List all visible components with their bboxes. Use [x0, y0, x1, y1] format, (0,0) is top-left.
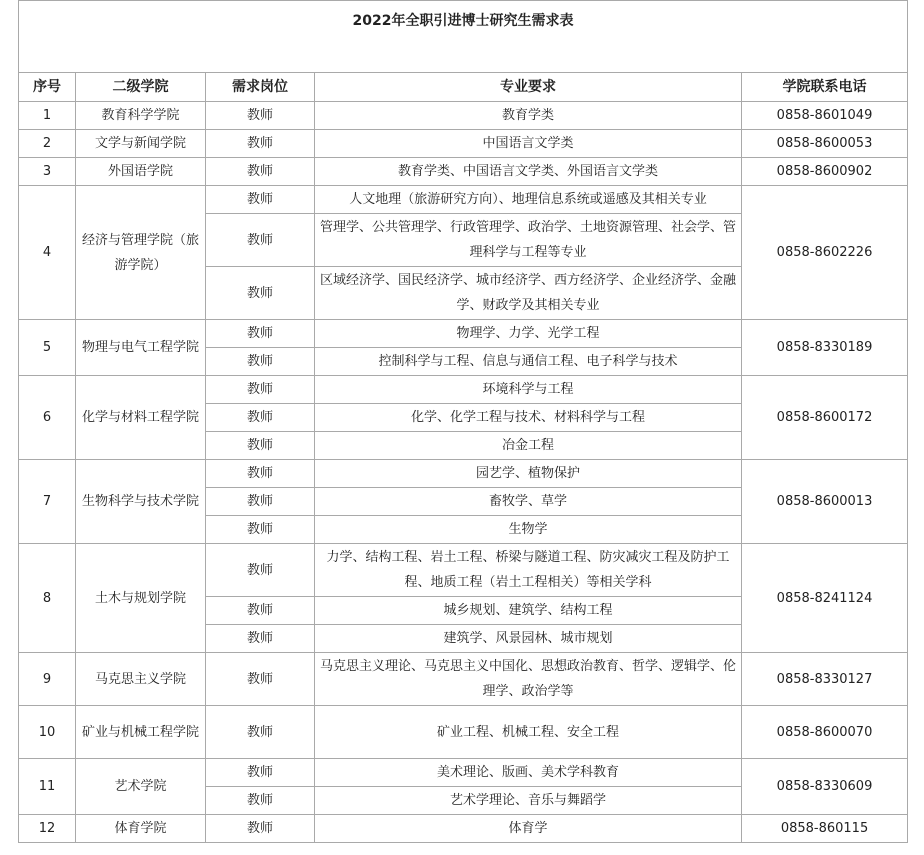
major-cell: 建筑学、风景园林、城市规划	[315, 625, 742, 653]
row-number: 3	[19, 158, 76, 186]
table-row	[19, 376, 908, 404]
major-cell: 化学、化学工程与技术、材料科学与工程	[315, 404, 742, 432]
college-name: 化学与材料工程学院	[76, 376, 206, 460]
post-cell: 教师	[206, 759, 315, 787]
post-cell: 教师	[206, 432, 315, 460]
row-number: 10	[19, 706, 76, 759]
phone-cell: 0858-8600172	[742, 376, 908, 460]
row-number: 6	[19, 376, 76, 460]
major-cell: 园艺学、植物保护	[315, 460, 742, 488]
table-row	[19, 759, 908, 787]
post-cell: 教师	[206, 214, 315, 267]
row-number: 5	[19, 320, 76, 376]
post-cell: 教师	[206, 158, 315, 186]
post-cell: 教师	[206, 815, 315, 843]
phone-cell: 0858-8600053	[742, 130, 908, 158]
table-row	[19, 815, 908, 843]
phone-cell: 0858-8600070	[742, 706, 908, 759]
major-cell: 体育学	[315, 815, 742, 843]
phone-cell: 0858-8330127	[742, 653, 908, 706]
table-row	[19, 102, 908, 130]
row-number: 1	[19, 102, 76, 130]
header-post: 需求岗位	[206, 73, 315, 102]
title-row	[19, 1, 908, 73]
table-body	[19, 102, 908, 843]
table-title: 2022年全职引进博士研究生需求表	[19, 1, 908, 73]
phone-cell: 0858-8600902	[742, 158, 908, 186]
college-name: 马克思主义学院	[76, 653, 206, 706]
phone-cell: 0858-8330189	[742, 320, 908, 376]
major-cell: 生物学	[315, 516, 742, 544]
post-cell: 教师	[206, 320, 315, 348]
row-number: 11	[19, 759, 76, 815]
header-college: 二级学院	[76, 73, 206, 102]
major-cell: 区域经济学、国民经济学、城市经济学、西方经济学、企业经济学、金融学、财政学及其相关专业	[315, 267, 742, 320]
phone-cell: 0858-8241124	[742, 544, 908, 653]
table-row	[19, 186, 908, 214]
phone-cell: 0858-8600013	[742, 460, 908, 544]
post-cell: 教师	[206, 130, 315, 158]
major-cell: 畜牧学、草学	[315, 488, 742, 516]
post-cell: 教师	[206, 597, 315, 625]
row-number: 7	[19, 460, 76, 544]
college-name: 物理与电气工程学院	[76, 320, 206, 376]
major-cell: 环境科学与工程	[315, 376, 742, 404]
major-cell: 教育学类	[315, 102, 742, 130]
major-cell: 城乡规划、建筑学、结构工程	[315, 597, 742, 625]
row-number: 4	[19, 186, 76, 320]
table-row	[19, 460, 908, 488]
table-row	[19, 320, 908, 348]
college-name: 文学与新闻学院	[76, 130, 206, 158]
row-number: 12	[19, 815, 76, 843]
table-row	[19, 706, 908, 759]
phone-cell: 0858-8601049	[742, 102, 908, 130]
major-cell: 力学、结构工程、岩土工程、桥梁与隧道工程、防灾减灾工程及防护工程、地质工程（岩土工程相关）等相关学科	[315, 544, 742, 597]
post-cell: 教师	[206, 186, 315, 214]
major-cell: 矿业工程、机械工程、安全工程	[315, 706, 742, 759]
major-cell: 美术理论、版画、美术学科教育	[315, 759, 742, 787]
major-cell: 冶金工程	[315, 432, 742, 460]
major-cell: 物理学、力学、光学工程	[315, 320, 742, 348]
post-cell: 教师	[206, 653, 315, 706]
college-name: 生物科学与技术学院	[76, 460, 206, 544]
post-cell: 教师	[206, 102, 315, 130]
header-no: 序号	[19, 73, 76, 102]
post-cell: 教师	[206, 348, 315, 376]
major-cell: 控制科学与工程、信息与通信工程、电子科学与技术	[315, 348, 742, 376]
post-cell: 教师	[206, 376, 315, 404]
table-row	[19, 544, 908, 597]
table-row	[19, 158, 908, 186]
college-name: 经济与管理学院（旅游学院）	[76, 186, 206, 320]
post-cell: 教师	[206, 544, 315, 597]
post-cell: 教师	[206, 516, 315, 544]
college-name: 体育学院	[76, 815, 206, 843]
college-name: 矿业与机械工程学院	[76, 706, 206, 759]
major-cell: 教育学类、中国语言文学类、外国语言文学类	[315, 158, 742, 186]
college-name: 土木与规划学院	[76, 544, 206, 653]
major-cell: 人文地理（旅游研究方向）、地理信息系统或遥感及其相关专业	[315, 186, 742, 214]
table-row	[19, 653, 908, 706]
row-number: 9	[19, 653, 76, 706]
post-cell: 教师	[206, 267, 315, 320]
college-name: 外国语学院	[76, 158, 206, 186]
post-cell: 教师	[206, 625, 315, 653]
row-number: 2	[19, 130, 76, 158]
row-number: 8	[19, 544, 76, 653]
post-cell: 教师	[206, 706, 315, 759]
header-phone: 学院联系电话	[742, 73, 908, 102]
major-cell: 中国语言文学类	[315, 130, 742, 158]
post-cell: 教师	[206, 404, 315, 432]
phone-cell: 0858-860115	[742, 815, 908, 843]
major-cell: 马克思主义理论、马克思主义中国化、思想政治教育、哲学、逻辑学、伦理学、政治学等	[315, 653, 742, 706]
table-row	[19, 130, 908, 158]
header-major: 专业要求	[315, 73, 742, 102]
post-cell: 教师	[206, 460, 315, 488]
recruitment-table	[18, 0, 908, 843]
college-name: 艺术学院	[76, 759, 206, 815]
phone-cell: 0858-8602226	[742, 186, 908, 320]
post-cell: 教师	[206, 488, 315, 516]
college-name: 教育科学学院	[76, 102, 206, 130]
post-cell: 教师	[206, 787, 315, 815]
major-cell: 艺术学理论、音乐与舞蹈学	[315, 787, 742, 815]
major-cell: 管理学、公共管理学、行政管理学、政治学、土地资源管理、社会学、管理科学与工程等专业	[315, 214, 742, 267]
phone-cell: 0858-8330609	[742, 759, 908, 815]
header-row	[19, 73, 908, 102]
